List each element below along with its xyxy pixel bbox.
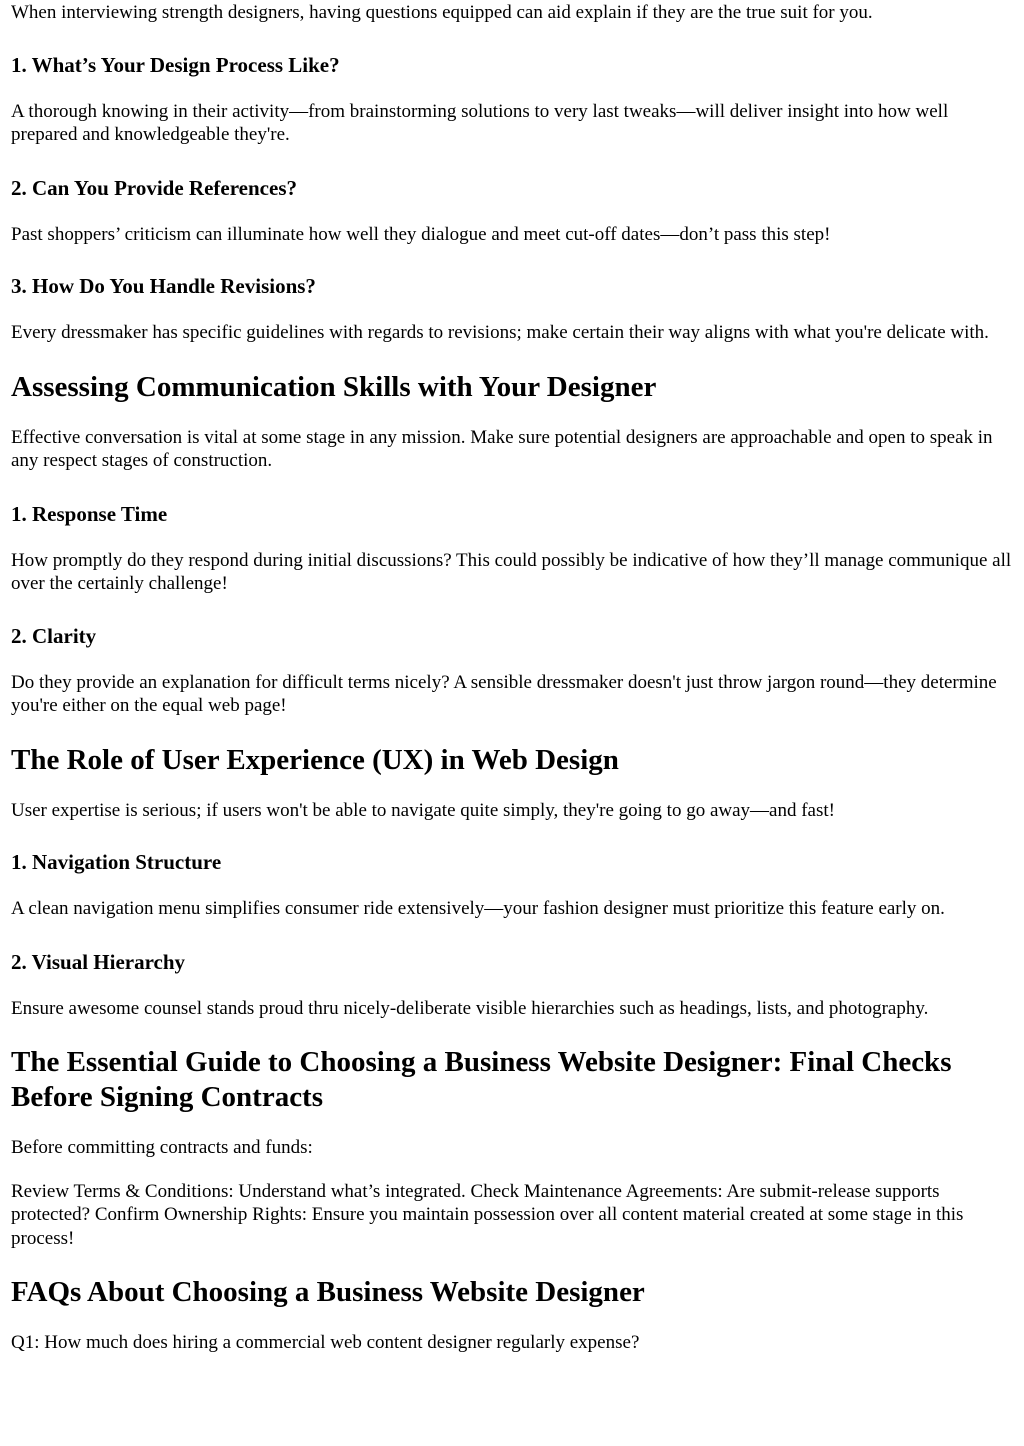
paragraph-ux: User expertise is serious; if users won't be able to navigate quite simply, they're going to go away—and fast! xyxy=(11,799,835,821)
section-heading-ux: The Role of User Experience (UX) in Web Design xyxy=(11,743,619,776)
paragraph-communication: Effective conversation is vital at some stage in any mission. Make sure potential designers are approachable and open to speak in any respect stages of construction. xyxy=(11,426,993,471)
paragraph-clarity: Do they provide an explanation for difficult terms nicely? A sensible dressmaker doesn't just throw jargon round—they determine you're either on the equal web page! xyxy=(11,671,997,716)
subheading-response-time: 1. Response Time xyxy=(11,501,168,526)
paragraph-revisions: Every dressmaker has specific guidelines with regards to revisions; make certain their way aligns with what you're delicate with. xyxy=(11,322,989,343)
paragraph-final-checks-list: Review Terms & Conditions: Understand what’s integrated. Check Maintenance Agreements: Are submit-release supports protected? Confirm Ownership Rights: Ensure you maintain possession over all content material created at some stage in this process! xyxy=(11,1180,964,1249)
faq-question-1: Q1: How much does hiring a commercial web content designer regularly expense? xyxy=(11,1332,640,1353)
intro-paragraph: When interviewing strength designers, having questions equipped can aid explain if they are the true suit for you. xyxy=(11,2,873,23)
subheading-navigation-structure: 1. Navigation Structure xyxy=(11,850,222,874)
section-heading-communication: Assessing Communication Skills with Your Designer xyxy=(11,370,657,403)
paragraph-final-checks-intro: Before committing contracts and funds: xyxy=(11,1137,313,1158)
question-heading-design-process: 1. What’s Your Design Process Like? xyxy=(11,52,340,77)
paragraph-visual-hierarchy: Ensure awesome counsel stands proud thru nicely-deliberate visible hierarchies such as headings, lists, and photography. xyxy=(11,997,929,1019)
question-heading-revisions: 3. How Do You Handle Revisions? xyxy=(11,274,316,298)
paragraph-references: Past shoppers’ criticism can illuminate how well they dialogue and meet cut-off dates—don’t pass this step! xyxy=(11,223,831,245)
paragraph-design-process: A thorough knowing in their activity—from brainstorming solutions to very last tweaks—will deliver insight into how well prepared and knowledgeable they're. xyxy=(11,100,949,145)
subheading-clarity: 2. Clarity xyxy=(11,623,97,648)
paragraph-navigation-structure: A clean navigation menu simplifies consumer ride extensively—your fashion designer must prioritize this feature early on. xyxy=(11,898,945,919)
question-heading-references: 2. Can You Provide References? xyxy=(11,175,297,200)
section-heading-final-checks: The Essential Guide to Choosing a Business Website Designer: Final Checks Before Signing Contracts xyxy=(11,1046,952,1113)
subheading-visual-hierarchy: 2. Visual Hierarchy xyxy=(11,949,186,974)
paragraph-response-time: How promptly do they respond during initial discussions? This could possibly be indicative of how they’ll manage communique all over the certainly challenge! xyxy=(11,549,1012,594)
section-heading-faqs: FAQs About Choosing a Business Website Designer xyxy=(11,1276,645,1308)
